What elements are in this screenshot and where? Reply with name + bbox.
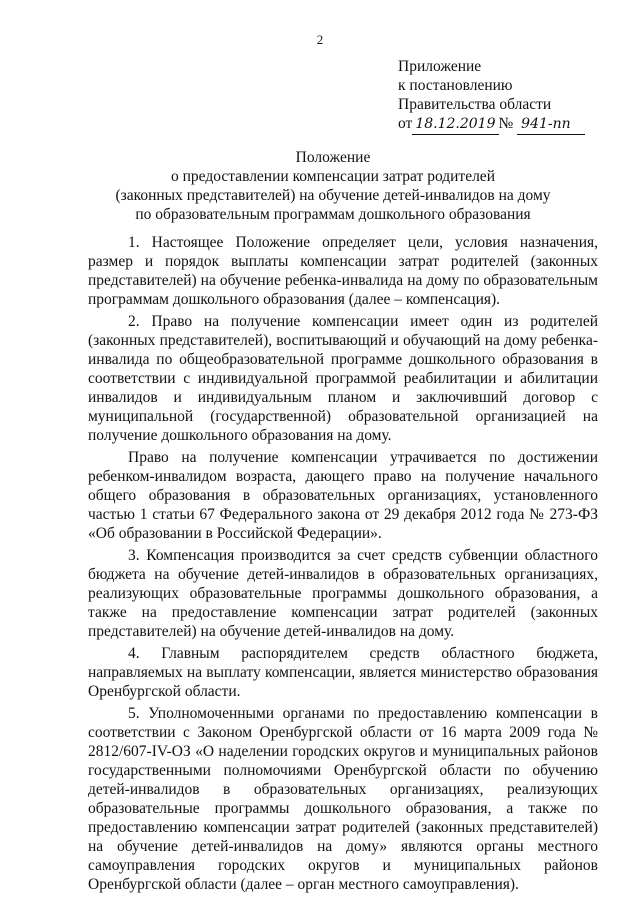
page-number: 2 [316,32,324,47]
appendix-line-3: Правительства области [398,96,552,113]
paragraph-4: 4. Главным распорядителем средств областного бюджета, направляемых на выплату компенсации, является министерство образования Оренбургской области. [88,645,598,700]
title-heading: Положение [295,149,371,166]
paragraph-2: 2. Право на получение компенсации имеет один из родителей (законных представителей), воспитывающий и обучающий на дому ребенка-инвалида по общеобразовательной программе дошкольного образования в соответствии с индивидуальной программой реабилитации и абилитации инвалидов и индивидуальным планом и заключивший договор с муниципальной (государственной) образовательной организацией на получение дошкольного образования на дому. [88,313,598,444]
appendix-line-4 [398,114,585,135]
appendix-block [398,57,585,135]
document-body [88,233,598,897]
title-line-3: по образовательным программам дошкольного образования [135,206,531,223]
handwritten-number: 941-пп [517,115,585,135]
paragraph-3: 3. Компенсация производится за счет средств субвенции областного бюджета на обучение детей-инвалидов в образовательных организациях, реализующих образовательные программы дошкольного образования, а также на предоставление компенсации затрат родителей (законных представителей) на обучение детей-инвалидов на дому. [88,547,598,640]
document-title [88,148,578,224]
paragraph-5: 5. Уполномоченными органами по предоставлению компенсации в соответствии с Законом Оренбургской области от 16 марта 2009 года № 2812/607-IV-ОЗ «О наделении городских округов и муниципальных районов государственными полномочиями Оренбургской области по обучению детей-инвалидов в образовательных организациях, реализующих образовательные программы дошкольного образования, а также по предоставлению компенсации затрат родителей (законных представителей) на обучение детей-инвалидов на дому» являются органы местного самоуправления городских округов и муниципальных районов Оренбургской области (далее – орган местного самоуправления). [88,705,598,893]
handwritten-date: 18.12.2019 [412,115,498,135]
number-label: № [498,115,514,132]
title-line-1: о предоставлении компенсации затрат родителей [170,168,495,185]
paragraph-1: 1. Настоящее Положение определяет цели, условия назначения, размер и порядок выплаты компенсации затрат родителей (законных представителей) на обучение ребенка-инвалида на дому по образовательным программам дошкольного образования (далее – компенсация). [88,234,598,308]
from-label: от [398,115,413,132]
title-line-2: (законных представителей) на обучение детей-инвалидов на дому [115,187,551,204]
paragraph-2-cont: Право на получение компенсации утрачивается по достижении ребенком-инвалидом возраста, дающего право на получение начального общего образования в образовательных организациях, установленного частью 1 статьи 67 Федерального закона от 29 декабря 2012 года № 273-ФЗ «Об образовании в Российской Федерации». [88,449,598,542]
appendix-line-1: Приложение [398,58,482,75]
appendix-line-2: к постановлению [398,77,513,94]
